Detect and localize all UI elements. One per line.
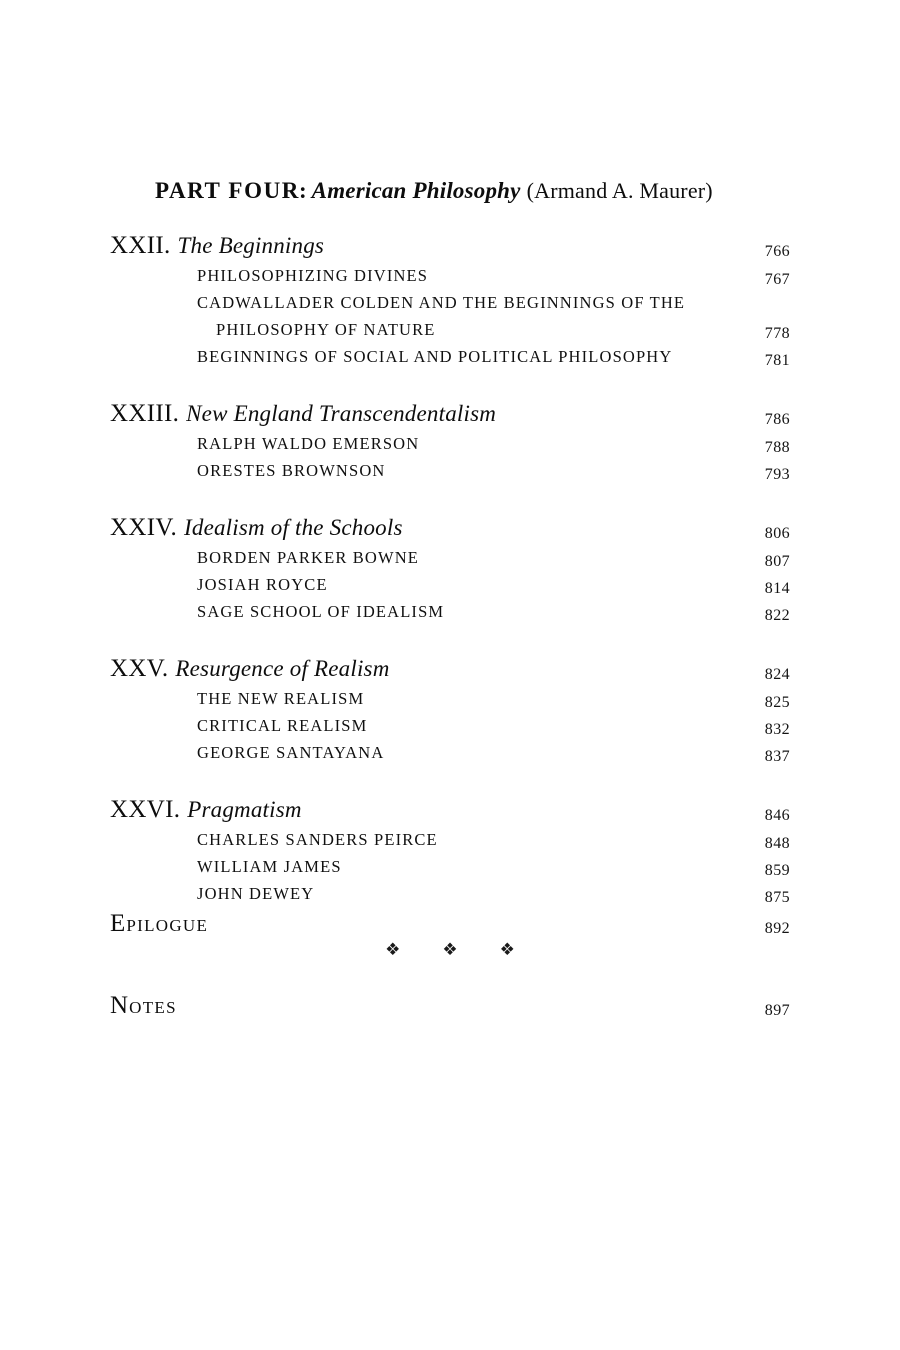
part-author: (Armand A. Maurer) [526,178,713,203]
chapter-page-number: 786 [764,411,790,428]
notes-entry[interactable] [110,992,790,1026]
epilogue-rest: PILOGUE [126,916,209,935]
section-page-number: 767 [764,270,790,288]
notes-label [110,992,177,1020]
section-page-number: 837 [764,747,790,765]
section-row[interactable] [110,266,790,293]
notes-rest: OTES [129,998,177,1017]
chapter-numeral: XXV. [110,655,169,682]
section-label: PHILOSOPHY OF NATURE [216,320,436,339]
part-label: PART FOUR [155,178,300,203]
epilogue-initial: E [110,910,127,937]
chapter-row[interactable] [110,655,790,689]
section-label: SAGE SCHOOL OF IDEALISM [197,602,445,621]
part-title: American Philosophy [311,178,521,203]
section-label: CADWALLADER COLDEN AND THE BEGINNINGS OF THE [197,293,686,312]
section-page-number: 875 [764,888,790,906]
epilogue-label [110,910,208,938]
chapter-block [110,655,790,770]
chapter-row[interactable] [110,400,790,434]
section-label: THE NEW REALISM [197,689,365,708]
chapter-page-number: 766 [764,243,790,260]
section-label: GEORGE SANTAYANA [197,743,385,762]
section-page-number: 793 [764,465,790,483]
section-row[interactable] [110,830,790,857]
section-label: RALPH WALDO EMERSON [197,434,420,453]
ornament-divider [0,941,900,958]
section-page-number: 814 [764,579,790,597]
section-page-number: 822 [764,606,790,624]
chapter-block [110,514,790,629]
chapter-row[interactable] [110,514,790,548]
chapter-numeral: XXVI. [110,796,181,823]
ornament-icon: ❖ [442,940,458,959]
section-label: PHILOSOPHIZING DIVINES [197,266,429,285]
chapter-block [110,232,790,374]
chapter-numeral: XXIV. [110,514,178,541]
section-page-number: 825 [764,693,790,711]
section-page-number: 848 [764,834,790,852]
ornament-icon: ❖ [499,940,515,959]
section-label: JOHN DEWEY [197,884,315,903]
section-row[interactable] [110,689,790,716]
chapter-row[interactable] [110,232,790,266]
notes-row[interactable] [110,992,790,1026]
section-row[interactable] [110,320,790,347]
part-colon: : [299,178,307,203]
chapter-page-number: 806 [764,525,790,542]
chapter-title: The Beginnings [177,233,325,258]
notes-initial: N [110,992,130,1019]
section-page-number: 859 [764,861,790,879]
section-row[interactable] [110,548,790,575]
chapter-title: Pragmatism [187,797,302,822]
section-row[interactable] [110,884,790,911]
section-page-number: 788 [764,438,790,456]
chapter-row[interactable] [110,796,790,830]
epilogue-row[interactable] [110,910,790,944]
chapter-block [110,400,790,488]
part-heading [155,176,855,206]
section-label: ORESTES BROWNSON [197,461,386,480]
epilogue-page-number: 892 [764,920,790,937]
chapter-title: New England Transcendentalism [186,401,497,426]
section-page-number: 832 [764,720,790,738]
chapter-numeral: XXII. [110,232,171,259]
section-row[interactable] [110,293,790,320]
section-page-number: 807 [764,552,790,570]
notes-page-number: 897 [764,1002,790,1019]
ornament-icon: ❖ [385,940,401,959]
section-row[interactable] [110,602,790,629]
toc-list [110,232,790,911]
chapter-title: Resurgence of Realism [175,656,390,681]
section-row[interactable] [110,743,790,770]
section-row[interactable] [110,575,790,602]
chapter-title: Idealism of the Schools [184,515,403,540]
section-label: CHARLES SANDERS PEIRCE [197,830,438,849]
section-page-number: 778 [764,324,790,342]
section-label: BEGINNINGS OF SOCIAL AND POLITICAL PHILOSOPHY [197,347,673,366]
section-label: CRITICAL REALISM [197,716,368,735]
section-page-number: 781 [764,351,790,369]
section-label: JOSIAH ROYCE [197,575,328,594]
section-row[interactable] [110,434,790,461]
chapter-page-number: 846 [764,807,790,824]
section-label: BORDEN PARKER BOWNE [197,548,420,567]
chapter-page-number: 824 [764,666,790,683]
section-row[interactable] [110,347,790,374]
epilogue-entry[interactable] [110,910,790,944]
section-label: WILLIAM JAMES [197,857,342,876]
chapter-numeral: XXIII. [110,400,180,427]
chapter-block [110,796,790,911]
section-row[interactable] [110,716,790,743]
section-row[interactable] [110,857,790,884]
section-row[interactable] [110,461,790,488]
